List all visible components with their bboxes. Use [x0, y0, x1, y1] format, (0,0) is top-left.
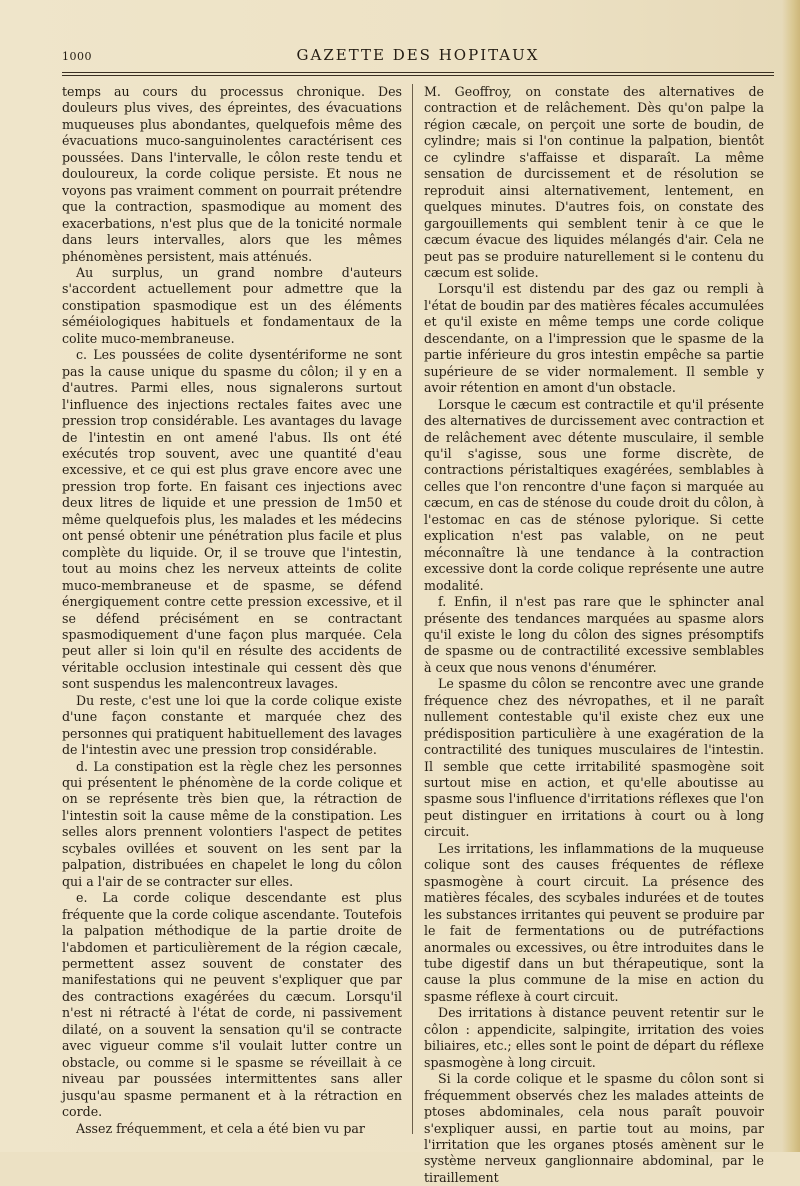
- paragraph: M. Geoffroy, on constate des alternatives de contraction et de relâchement. Dès qu'on palpe la région cæcale, on perçoit une sorte de boudin, de cylindre; mais si l'on continue la palpation, bientôt ce cylindre s'affaisse et disparaît. La même sensation de durcissement et de résolution se reproduit ainsi alternativement, lentement, en quelques minutes. D'autres fois, on constate des gargouillements qui semblent tenir à ce que le cæcum évacue des liquides mélangés d'air. Cela ne peut pas se produire naturellement si le contenu du cæcum est solide.: [424, 84, 764, 280]
- paragraph: Si la corde colique et le spasme du côlon sont si fréquemment observés chez les malades atteints de ptoses abdominales, cela nous paraît pouvoir s'expliquer aussi, en partie tout au moins, par l'irritation que les organes ptosés amènent sur le système nerveux ganglionnaire abdominal, par le tiraillement: [424, 1071, 764, 1185]
- paragraph: Lorsqu'il est distendu par des gaz ou rempli à l'état de boudin par des matières fécales accumulées et qu'il existe en même temps une corde colique descendante, on a l'impression que le spasme de la partie inférieure du gros intestin empêche sa partie supérieure de se vider normalement. Il semble y avoir rétention en amont d'un obstacle.: [424, 281, 764, 396]
- page-edge-shadow: [782, 0, 800, 1152]
- header-rule-thin: [62, 75, 774, 76]
- paragraph: Les irritations, les inflammations de la muqueuse colique sont des causes fréquentes de réflexe spasmogène à court circuit. La présence des matières fécales, des scybales indurées et de toutes les substances irritantes qui peuvent se produire par le fait de fermentations ou de putréfactions anormales ou excessives, ou être introduites dans le tube digestif dans un but thérapeutique, sont la cause la plus commune de la mise en action du spasme réflexe à court circuit.: [424, 840, 764, 1004]
- paragraph: Le spasme du côlon se rencontre avec une grande fréquence chez des névropathes, et il ne paraît nullement contestable qu'il existe chez eux une prédisposition particulière à une exagération de la contractilité des tuniques musculaires de l'intestin. Il semble que cette irritabilité spasmogène soit surtout mise en action, et qu'elle aboutisse au spasme sous l'influence d'irritations réflexes que l'on peut distinguer en irritations à court ou à long circuit.: [424, 676, 764, 840]
- paragraph: f. Enfin, il n'est pas rare que le sphincter anal présente des tendances marquées au spasme alors qu'il existe le long du côlon des signes présomptifs de spasme ou de contractilité excessive semblables à ceux que nous venons d'énumérer.: [424, 594, 764, 675]
- page-header: [62, 46, 774, 68]
- left-column: [62, 84, 402, 1144]
- paragraph: temps au cours du processus chronique. Des douleurs plus vives, des épreintes, des évacuations muqueuses plus abondantes, quelquefois même des évacuations muco-sanguinolentes caractérisent ces poussées. Dans l'intervalle, le côlon reste tendu et douloureux, la corde colique persiste. Et nous ne voyons pas vraiment comment on pourrait prétendre que la contraction, spasmodique au moment des exacerbations, n'est plus que de la tonicité normale dans leurs intervalles, alors que les mêmes phénomènes persistent, mais atténués.: [62, 84, 402, 264]
- paragraph: c. Les poussées de colite dysentériforme ne sont pas la cause unique du spasme du côlon; il y en a d'autres. Parmi elles, nous signalerons surtout l'influence des injections rectales faites avec une pression trop considérable. Les avantages du lavage de l'intestin en ont amené l'abus. Ils ont été exécutés trop souvent, avec une quantité d'eau excessive, et ce qui est plus grave encore avec une pression trop forte. En faisant ces injections avec deux litres de liquide et une pression de 1m50 et même quelquefois plus, les malades et les médecins ont pensé obtenir une pénétration plus facile et plus complète du liquide. Or, il se trouve que l'intestin, tout au moins chez les nerveux atteints de colite muco-membraneuse et de spasme, se défend énergiquement contre cette pression excessive, et il se défend précisément en se contractant spasmodiquement d'une façon plus marquée. Cela peut aller si loin qu'il en résulte des accidents de véritable occlusion intestinale qui cessent dès que sont suspendus les malencontreux lavages.: [62, 347, 402, 692]
- paragraph: Au surplus, un grand nombre d'auteurs s'accordent actuellement pour admettre que la constipation spasmodique est un des éléments séméiologiques habituels et fondamentaux de la colite muco-membraneuse.: [62, 264, 402, 346]
- journal-title: GAZETTE DES HOPITAUX: [296, 46, 540, 64]
- column-divider: [412, 84, 413, 1134]
- right-column: [424, 84, 764, 1185]
- paragraph: Lorsque le cæcum est contractile et qu'il présente des alternatives de durcissement avec contraction et de relâchement avec détente musculaire, il semble qu'il s'agisse, sous une forme discrète, de contractions péristaltiques exagérées, semblables à celles que l'on rencontre d'une façon si marquée au cæcum, en cas de sténose du coude droit du côlon, à l'estomac en cas de sténose pylorique. Si cette explication n'est pas valable, on ne peut méconnaître là une tendance à la contraction excessive dont la corde colique représente une autre modalité.: [424, 396, 764, 593]
- paragraph: e. La corde colique descendante est plus fréquente que la corde colique ascendante. Toutefois la palpation méthodique de la partie droite de l'abdomen et particulièrement de la région cæcale, permettent assez souvent de constater des manifestations qui ne peuvent s'expliquer que par des contractions exagérées du cæcum. Lorsqu'il n'est ni rétracté à l'état de corde, ni passivement dilaté, on a souvent la sensation qu'il se contracte avec vigueur comme s'il voulait lutter contre un obstacle, ou comme si le spasme se réveillait à ce niveau par poussées intermittentes sans aller jusqu'au spasme permanent et à la rétraction en corde.: [62, 890, 402, 1120]
- paragraph: Du reste, c'est une loi que la corde colique existe d'une façon constante et marquée chez des personnes qui pratiquent habituellement des lavages de l'intestin avec une pression trop considérable.: [62, 692, 402, 758]
- page-number: 1000: [62, 50, 92, 63]
- paragraph: Des irritations à distance peuvent retentir sur le côlon : appendicite, salpingite, irritation des voies biliaires, etc.; elles sont le point de départ du réflexe spasmogène à long circuit.: [424, 1005, 764, 1070]
- header-rule-thick: [62, 72, 774, 73]
- paragraph: Assez fréquemment, et cela a été bien vu par: [76, 1120, 365, 1136]
- paragraph: d. La constipation est la règle chez les personnes qui présentent le phénomène de la corde colique et on se représente très bien que, la rétraction de l'intestin soit la cause même de la constipation. Les selles alors prennent volontiers l'aspect de petites scybales ovillées et souvent on les sent par la palpation, distribuées en chapelet le long du côlon qui a l'air de se contracter sur elles.: [62, 758, 402, 889]
